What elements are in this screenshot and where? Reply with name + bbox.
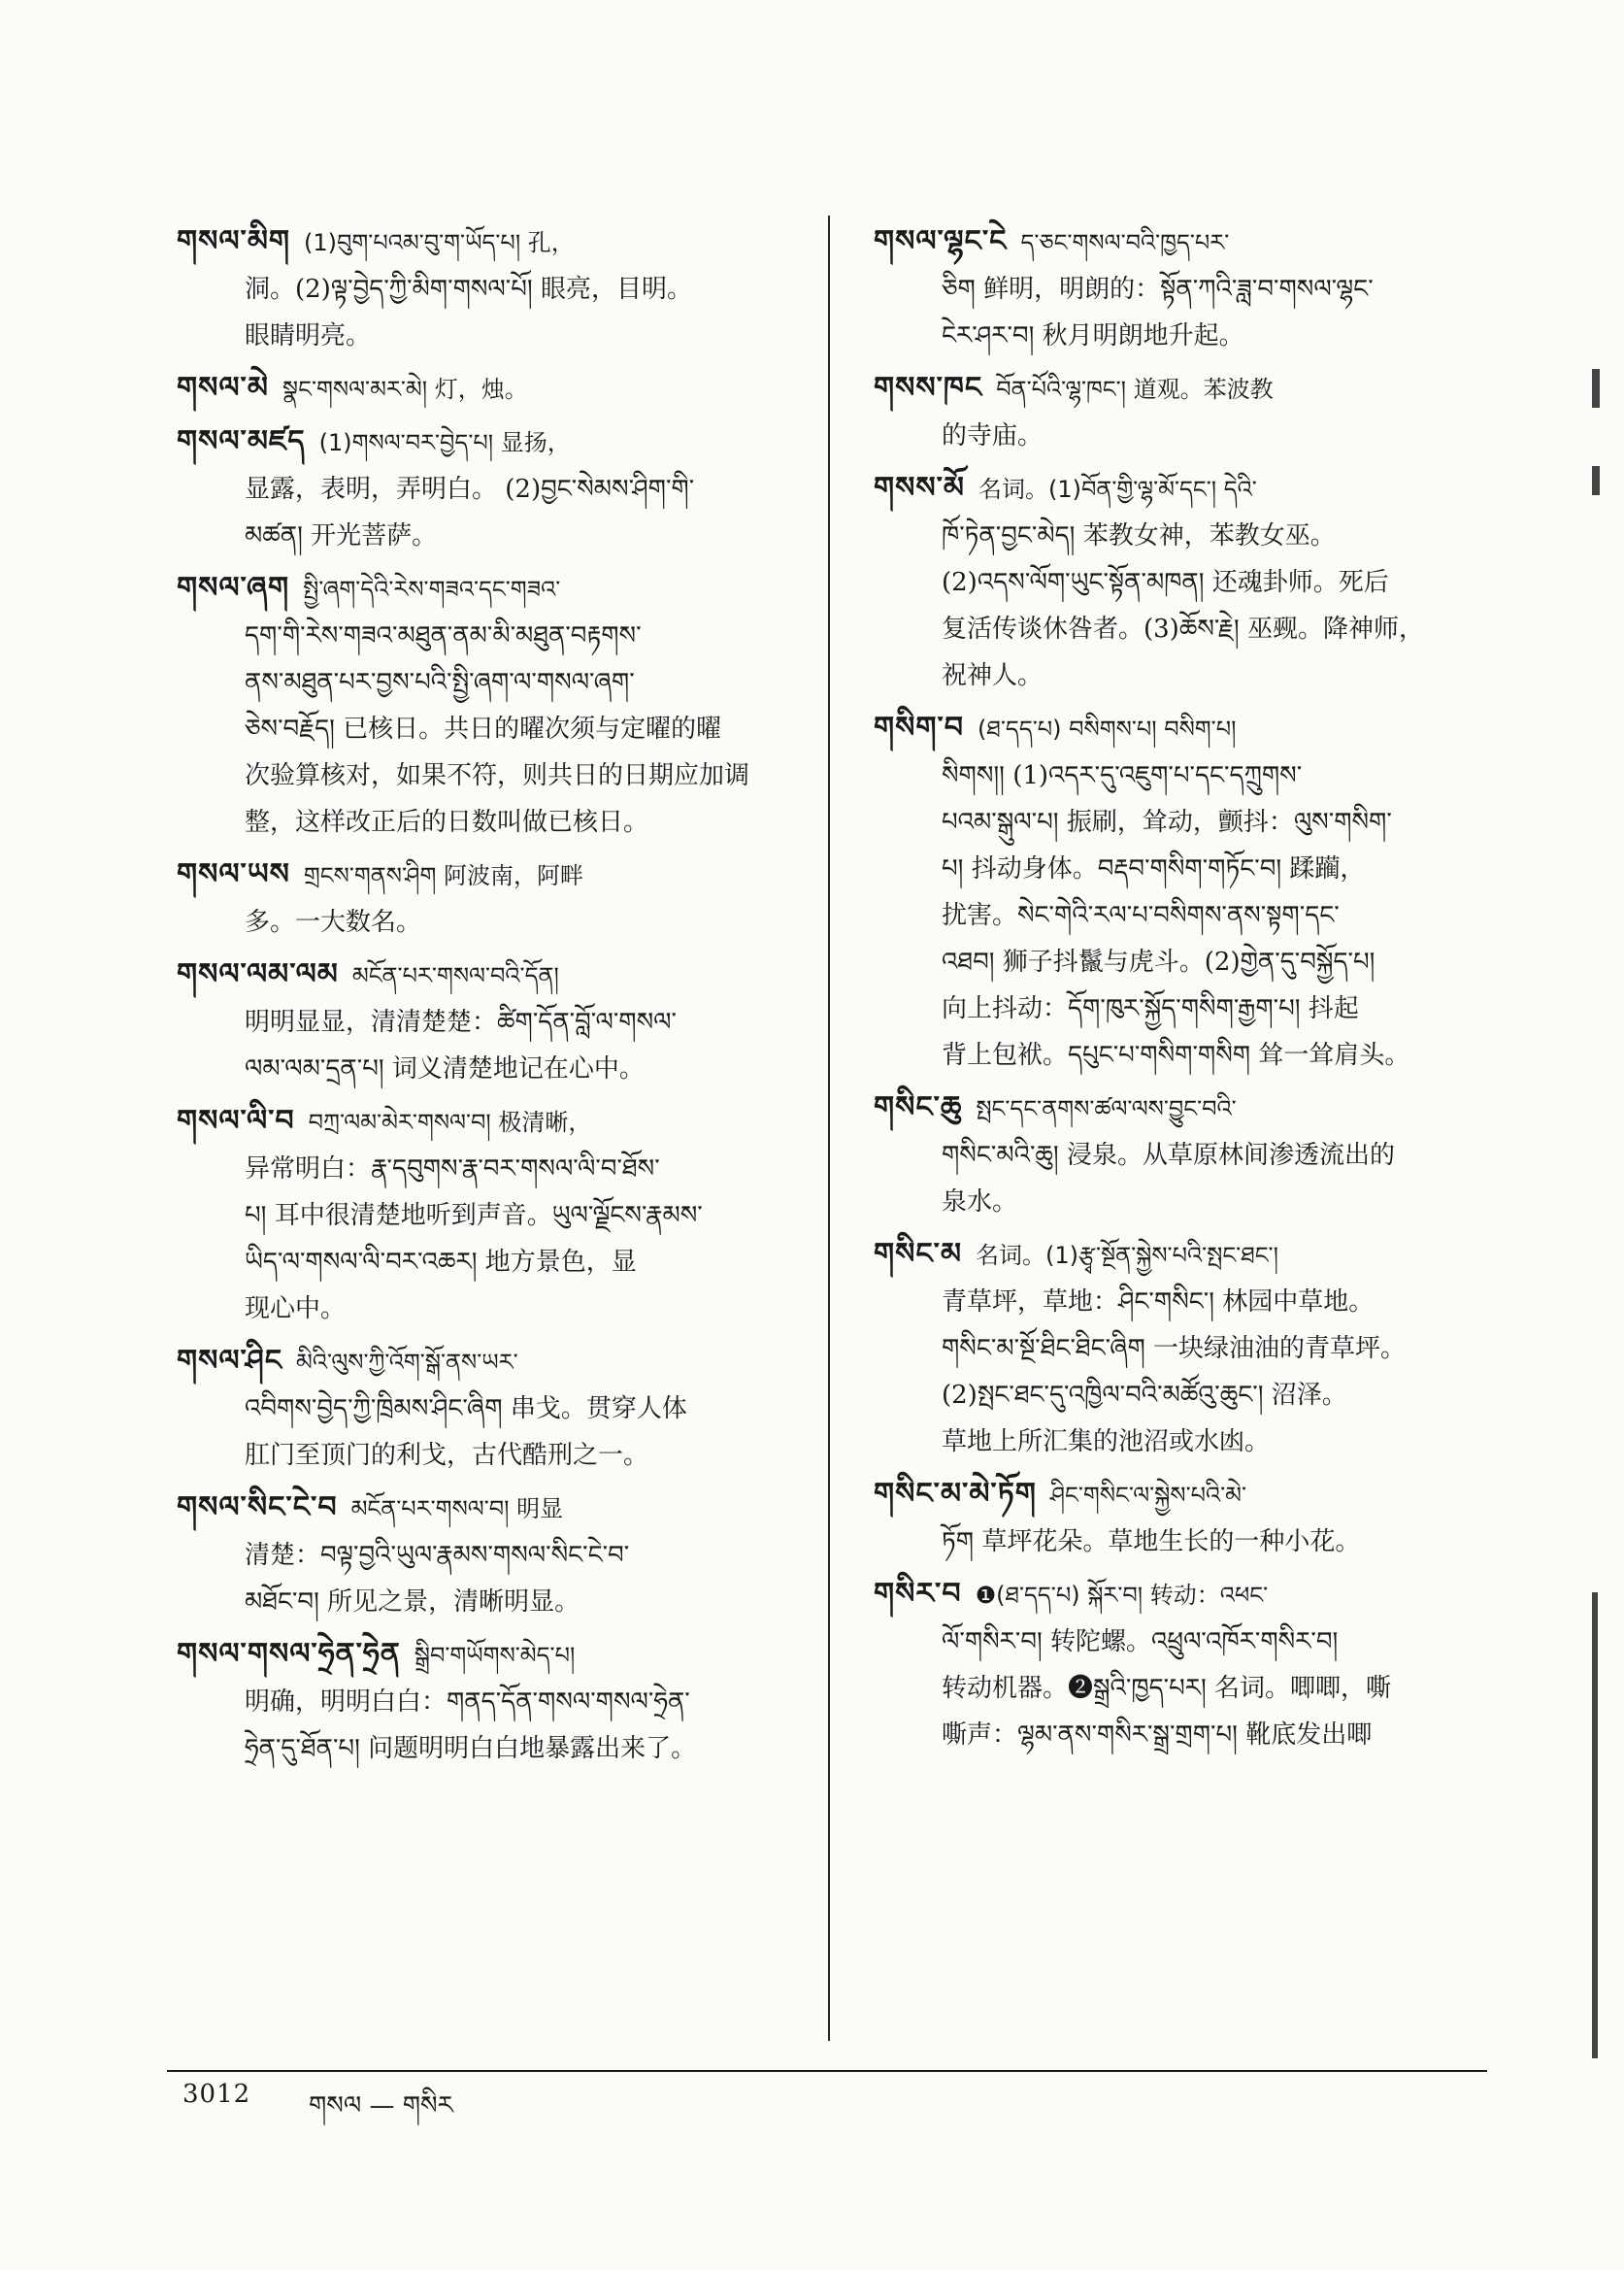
headword: གསིར་བ [874,1577,962,1611]
definition-line: (ཐ་དད་པ) བསིགས་པ། བསིག་པ། [978,716,1237,743]
definition-line: མངོན་པར་གསལ་བ། 明显 [350,1495,564,1522]
dictionary-entry [874,465,1503,699]
definition-line: 洞。(2)ལྟ་བྱེད་ཀྱི་མིག་གསལ་པོ། 眼亮，目明。 [245,275,692,304]
dictionary-entry [177,418,808,559]
definition-line: 明明显显，清清楚楚：ཚིག་དོན་བློ་ལ་གསལ་ [245,1008,677,1037]
definition-line: (2)སྤང་ཐང་དུ་འཁྱིལ་བའི་མཚོའུ་ཆུང་། 沼泽。 [942,1381,1347,1410]
dictionary-entry [177,218,808,359]
dictionary-entry [874,705,1503,1079]
definition-line: (1)བུག་པའམ་བུ་ག་ཡོད་པ། 孔， [304,229,575,256]
definition-line: 次验算核对，如果不符，则共日的日期应加调 [245,761,750,790]
definition-line: སིགས།། (1)འདར་དུ་འཇུག་པ་དང་དཀྲུགས་ [942,761,1303,790]
headword: གསས་མོ [874,471,965,505]
definition-line: 泉水。 [942,1187,1018,1217]
definition-line: (2)འདས་ལོག་ཡུང་སྟོན་མཁན། 还魂卦师。死后 [942,568,1389,597]
definition-line: 肛门至顶门的利戈，古代酷刑之一。 [245,1441,649,1470]
definition-line: ཏོག 草坪花朵。草地生长的一种小花。 [942,1527,1361,1556]
definition-line: 显露，表明，弄明白。 (2)བྱང་སེམས་ཤིག་གི་ [245,475,695,504]
definition-line: (1)གསལ་བར་བྱེད་པ། 显扬， [318,429,571,456]
dictionary-entry [874,218,1503,359]
definition-line: 多。一大数名。 [245,908,422,937]
dictionary-entry [874,1231,1503,1465]
headword: གསལ་ཞག [177,571,290,605]
definition-line: སྤྱི་ཞག་དེའི་རེས་གཟའ་དང་གཟའ་ [303,576,561,603]
definition-line: བཀྲ་ལམ་མེར་གསལ་བ། 极清晰， [308,1109,592,1136]
definition-line: མཐོང་བ། 所见之景，清晰明显。 [245,1587,580,1617]
dictionary-entry [874,1471,1503,1565]
headword: གསལ་མཛད [177,424,306,458]
dictionary-entry [177,1485,808,1625]
definition-line: 名词。(1)རྩྭ་སྔོན་སྐྱེས་པའི་སྤང་ཐང་། [976,1242,1278,1269]
definition-line: 明确，明明白白：གནད་དོན་གསལ་གསལ་ཧྲེན་ [245,1687,690,1717]
column-divider [828,216,830,2041]
headword: གསིང་མ [874,1237,963,1271]
definition-line: ལམ་ལམ་དྲན་པ། 词义清楚地记在心中。 [245,1054,645,1084]
definition-line: སྤང་དང་ནགས་ཚལ་ལས་བྱུང་བའི་ [976,1095,1237,1122]
scan-edge-mark [1592,369,1600,408]
headword: གསལ་གསལ་ཧྲེན་ཧྲེན [177,1637,401,1671]
dictionary-entry [874,365,1503,459]
dictionary-entry [177,1338,808,1479]
headword: གསལ་ལི་བ [177,1104,295,1138]
definition-line: གྲངས་གནས་ཤིག 阿波南，阿畔 [303,862,583,889]
definition-line: ཅེས་བརྗོད། 已核日。共日的曜次须与定曜的曜 [245,715,722,744]
dictionary-entry [177,365,808,413]
headword: གསིང་མ་མེ་ཏོག [874,1477,1037,1511]
definition-line: ཤིང་གསིང་ལ་སྐྱེས་པའི་མེ་ [1049,1482,1247,1509]
headword: གསལ་མེ [177,371,269,405]
definition-line: 现心中。 [245,1294,347,1323]
left-column [177,218,808,1778]
definition-line: 草地上所汇集的池沼或水凼。 [942,1427,1271,1456]
definition-line: ཅིག 鲜明，明朗的：སྟོན་ཀའི་ཟླ་བ་གསལ་ལྷང་ [942,275,1374,304]
page-number: 3012 [182,2080,251,2109]
definition-line: སྣང་གསལ་མར་མེ། 灯，烛。 [282,376,528,403]
definition-line: བོན་པོའི་ལྷ་ཁང་། 道观。苯波教 [996,376,1274,403]
headword: གསལ་ཤིང [177,1344,283,1378]
definition-line: ད་ཅང་གསལ་བའི་ཁྱད་པར་ [1020,229,1230,256]
definition-line: 青草坪，草地：ཤིང་གསིང་། 林园中草地。 [942,1287,1375,1317]
definition-line: 向上抖动：དོག་ཁུར་སྐྱོད་གསིག་རྒྱག་པ། 抖起 [942,994,1359,1023]
definition-line: 名词。(1)བོན་གྱི་ལྷ་མོ་དང་། དེའི་ [978,476,1257,503]
dictionary-entry [177,1631,808,1772]
definition-line: 眼睛明亮。 [245,321,372,351]
definition-line: 扰害。སེང་གེའི་རལ་པ་བསིགས་ནས་སྟག་དང་ [942,901,1340,930]
dictionary-entry [874,1085,1503,1225]
definition-line: 转动机器。❷སྒྲའི་ཁྱད་པར། 名词。唧唧，嘶 [942,1674,1392,1703]
dictionary-entry [177,851,808,946]
definition-line: 清楚：བལྟ་བྱའི་ཡུལ་རྣམས་གསལ་སིང་ངེ་བ་ [245,1541,630,1570]
footer-rule [167,2070,1487,2072]
definition-line: ❶(ཐ་དད་པ) སྐོར་བ། 转动：འཕང་ [975,1582,1269,1609]
definition-line: ཡིད་ལ་གསལ་ལི་བར་འཆར། 地方景色，显 [245,1248,637,1277]
definition-line: གསིང་མ་སྔོ་ཐིང་ཐིང་ཞིག 一块绿油油的青草坪。 [942,1334,1407,1363]
scan-edge-mark [1592,466,1600,495]
dictionary-entry [177,951,808,1092]
definition-line: པ། 抖动身体。བརྡབ་གསིག་གཏོང་བ། 蹂躏， [942,854,1366,884]
headword: གསལ་ལྷང་ངེ [874,224,1008,258]
definition-line: སྒྲིབ་གཡོགས་མེད་པ། [414,1642,576,1669]
headword: གསལ་ལམ་ལམ [177,957,339,991]
definition-line: 的寺庙。 [942,421,1044,451]
definition-line: གསིང་མའི་ཆུ། 浸泉。从草原林间渗透流出的 [942,1141,1395,1170]
dictionary-entry [874,1571,1503,1758]
headword: གསལ་སིང་ངེ་བ [177,1490,338,1524]
definition-line: པ། 耳中很清楚地听到声音。ཡུལ་ལྗོངས་རྣམས་ [245,1201,703,1230]
headword: གསིག་བ [874,711,965,745]
definition-line: མཚན། 开光菩萨。 [245,521,438,551]
scan-edge-mark [1592,1592,1598,2058]
definition-line: 背上包袱。དཔུང་པ་གསིག་གསིག 耸一耸肩头。 [942,1041,1410,1070]
headword: གསལ་ཡས [177,857,290,891]
definition-line: ཁོ་ཏེན་བྱང་མེད། 苯教女神，苯教女巫。 [942,521,1336,551]
definition-line: མིའི་ལུས་ཀྱི་འོག་སྒོ་ནས་ཡར་ [296,1349,518,1376]
definition-line: 整，这样改正后的日数叫做已核日。 [245,808,649,837]
definition-line: 复活传谈休咎者。(3)ཆོས་རྗེ། 巫觋。降神师， [942,615,1424,644]
definition-line: 嘶声：ལྷམ་ནས་གསིར་སྒྲ་གྲག་པ། 靴底发出唧 [942,1720,1373,1750]
dictionary-entry [177,1098,808,1332]
headword: གསལ་མིག [177,224,291,258]
definition-line: ནས་མཐུན་པར་བྱས་པའི་སྤྱི་ཞག་ལ་གསལ་ཞག་ [245,668,635,697]
headword: གསིང་ཆུ [874,1090,963,1124]
definition-line: 祝神人。 [942,661,1044,690]
page-range: གསལ — གསིར [309,2091,453,2120]
right-column [874,218,1503,1764]
definition-line: དག་གི་རེས་གཟའ་མཐུན་ནམ་མི་མཐུན་བརྟགས་ [245,621,642,651]
definition-line: ལོ་གསིར་བ། 转陀螺。འཕྲུལ་འཁོར་གསིར་བ། [942,1627,1339,1656]
definition-line: ཧྲེན་དུ་ཐོན་པ། 问题明明白白地暴露出来了。 [245,1734,697,1763]
definition-line: འཐབ། 狮子抖鬣与虎斗。(2)གྱེན་དུ་བསྐྱོད་པ། [942,948,1375,977]
headword: གསས་ཁང [874,371,983,405]
definition-line: མངོན་པར་གསལ་བའི་དོན། [351,962,559,989]
dictionary-entry [177,565,808,846]
definition-line: པའམ་སྒུལ་པ། 振刷，耸动，颤抖：ལུས་གསིག་ [942,808,1392,837]
definition-line: 异常明白：རྣ་དབུགས་རྣ་བར་གསལ་ལི་བ་ཐོས་ [245,1154,660,1184]
definition-line: འབིགས་བྱེད་ཀྱི་ཁྲིམས་ཤིང་ཞིག 串戈。贯穿人体 [245,1394,687,1423]
definition-line: ངེར་ཤར་བ། 秋月明朗地升起。 [942,321,1244,351]
